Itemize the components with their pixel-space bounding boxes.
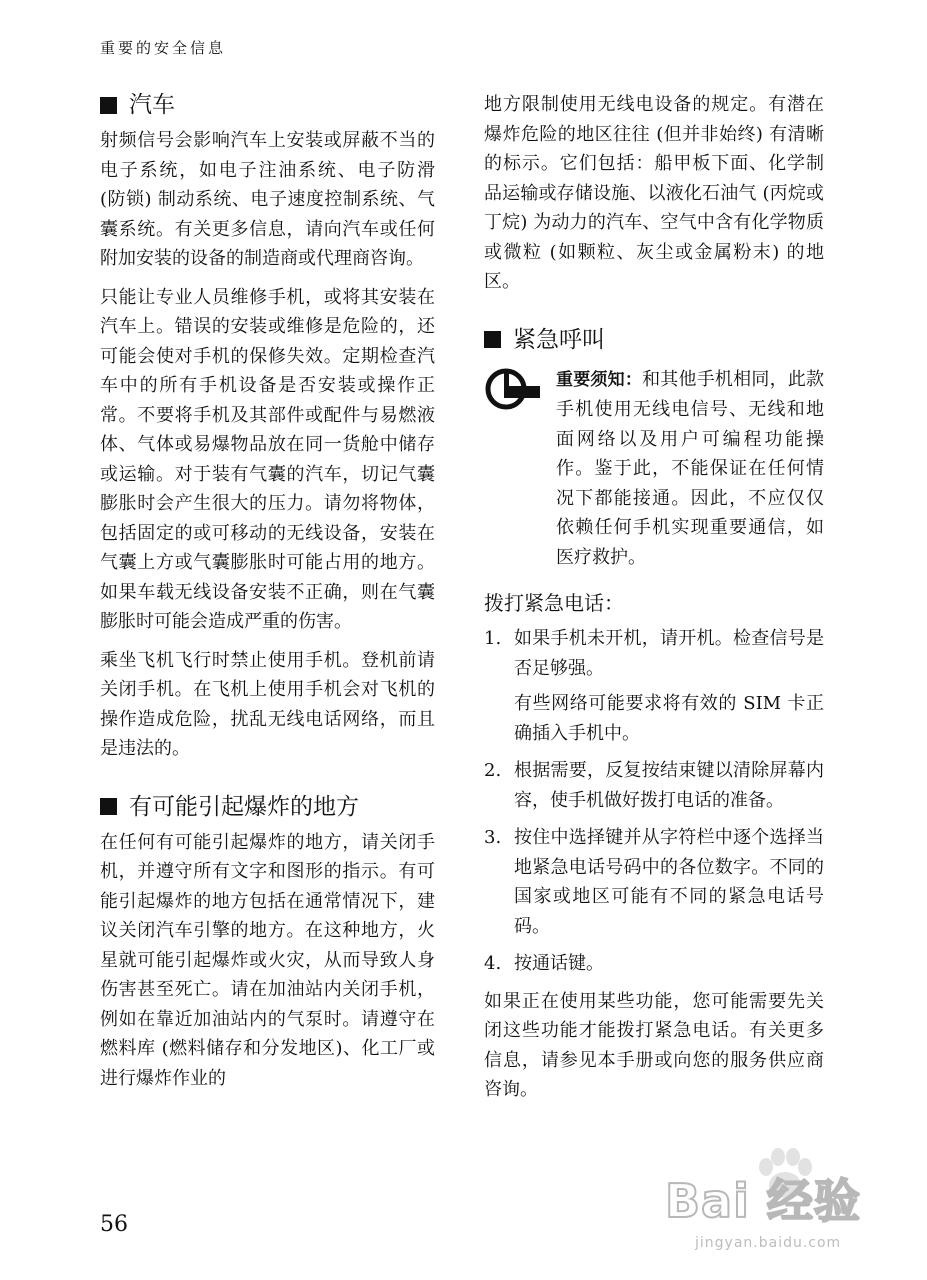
watermark <box>655 1145 905 1275</box>
section-heading-emergency <box>484 323 824 357</box>
right-column <box>484 90 824 1114</box>
left-column <box>100 88 435 1102</box>
list-item <box>484 823 824 941</box>
watermark-brand: Bai 经验 <box>665 1174 861 1228</box>
list-item <box>484 949 824 979</box>
paragraph: 如果正在使用某些功能，您可能需要先关闭这些功能才能拨打紧急电话。有关更多信息，请参见本手册或向您的服务供应商咨询。 <box>484 990 824 1100</box>
paragraph: 在任何有可能引起爆炸的地方，请关闭手机，并遵守所有文字和图形的指示。有可能引起爆炸的地方包括在通常情况下，建议关闭汽车引擎的地方。在这种地方，火星就可能引起爆炸或火灾，从而导致人身伤害甚至死亡。请在加油站内关闭手机，例如在靠近加油站内的气泵时。请遵守在燃料库 (燃料储存和分发地区)、化工厂或进行爆炸作业的 <box>100 831 435 1089</box>
paragraph: 只能让专业人员维修手机，或将其安装在汽车上。错误的安装或维修是危险的，还可能会使对手机的保修失效。定期检查汽车中的所有手机设备是否安装或操作正常。不要将手机及其部件或配件与易燃液体、气体或易爆物品放在同一货舱中储存或运输。对于装有气囊的汽车，切记气囊膨胀时会产生很大的压力。请勿将物体，包括固定的或可移动的无线设备，安装在气囊上方或气囊膨胀时可能占用的地方。如果车载无线设备安装不正确，则在气囊膨胀时可能会造成严重的伤害。 <box>100 286 435 632</box>
paragraph: 地方限制使用无线电设备的规定。有潜在爆炸危险的地区往往 (但并非始终) 有清晰的标示。它们包括：船甲板下面、化学制品运输或存储设施、以液化石油气 (丙烷或丁烷) 为动力的汽车、空气中含有化学物质或微粒 (如颗粒、灰尘或金属粉末) 的地区。 <box>484 94 824 292</box>
bullet-square-icon <box>484 331 501 348</box>
bullet-square-icon <box>100 97 117 114</box>
page-number: 56 <box>100 1212 128 1237</box>
paragraph: 射频信号会影响汽车上安装或屏蔽不当的电子系统，如电子注油系统、电子防滑 (防锁) 制动系统、电子速度控制系统、气囊系统。有关更多信息，请向汽车或任何附加安装的设备的制造商或代理商咨询。 <box>100 130 435 269</box>
list-text: 按住中选择键并从字符栏中逐个选择当地紧急电话号码中的各位数字。不同的国家或地区可能有不同的紧急电话号码。 <box>514 827 824 937</box>
section-heading-car <box>100 88 435 122</box>
list-item <box>484 756 824 815</box>
sub-heading-emergency-call: 拨打紧急电话： <box>484 591 624 615</box>
list-note: 有些网络可能要求将有效的 SIM 卡正确插入手机中。 <box>514 693 824 744</box>
notice-body: 和其他手机相同，此款手机使用无线电信号、无线和地面网络以及用户可编程功能操作。鉴于此，不能保证在任何情况下都能接通。因此，不应仅仅依赖任何手机实现重要通信，如医疗救护。 <box>556 368 825 568</box>
important-notice <box>484 365 824 573</box>
notice-label: 重要须知： <box>556 369 643 390</box>
section-heading-explosive <box>100 790 435 824</box>
list-text: 按通话键。 <box>514 953 604 974</box>
bullet-square-icon <box>100 798 117 815</box>
important-notice-icon <box>484 365 556 573</box>
heading-text: 有可能引起爆炸的地方 <box>129 793 359 820</box>
list-number: 2. <box>484 760 502 781</box>
heading-text: 紧急呼叫 <box>513 326 605 353</box>
list-number: 4. <box>484 953 502 974</box>
list-number: 3. <box>484 827 502 848</box>
paragraph: 乘坐飞机飞行时禁止使用手机。登机前请关闭手机。在飞机上使用手机会对飞机的操作造成危险，扰乱无线电话网络，而且是违法的。 <box>100 649 435 759</box>
watermark-url: jingyan.baidu.com <box>695 1235 842 1251</box>
list-item <box>484 624 824 748</box>
heading-text: 汽车 <box>129 92 175 118</box>
list-text: 根据需要，反复按结束键以清除屏幕内容，使手机做好拨打电话的准备。 <box>514 760 824 811</box>
running-head: 重要的安全信息 <box>100 39 227 57</box>
list-number: 1. <box>484 628 502 649</box>
list-text: 如果手机未开机，请开机。检查信号是否足够强。 <box>514 628 824 679</box>
notice-text <box>556 365 824 573</box>
